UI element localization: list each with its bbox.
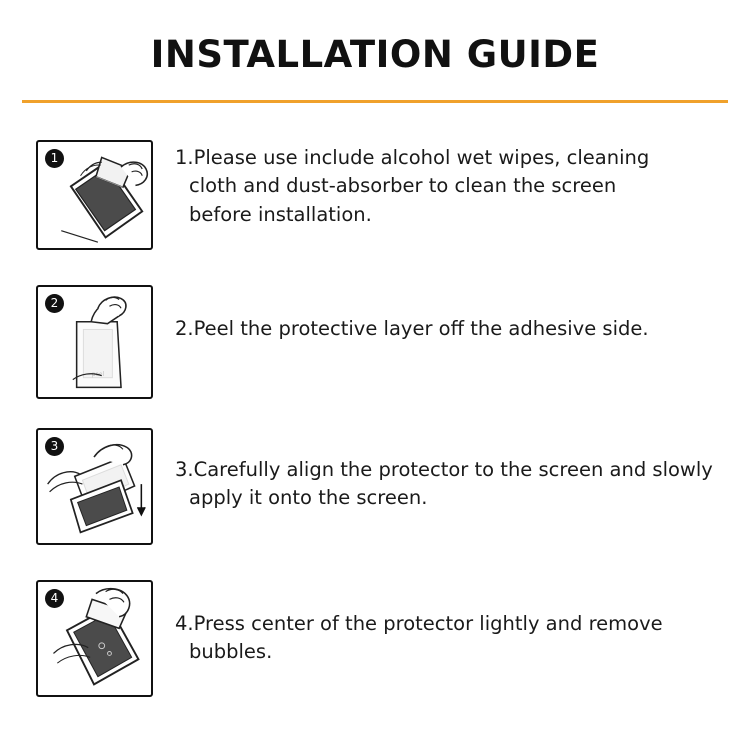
step-3-line-2: apply it onto the screen. bbox=[189, 486, 428, 510]
step-2-line-1: 2.Peel the protective layer off the adhesive side. bbox=[175, 317, 649, 340]
steps-list bbox=[0, 128, 750, 750]
step-3-badge: 3 bbox=[45, 437, 64, 456]
step-1-badge: 1 bbox=[45, 149, 64, 168]
step-3-illustration bbox=[36, 428, 153, 545]
step-4-text bbox=[175, 580, 663, 667]
step-2-illustration bbox=[36, 285, 153, 399]
step-item bbox=[36, 580, 726, 697]
step-item bbox=[36, 285, 726, 399]
step-4-line-2: bubbles. bbox=[189, 640, 273, 664]
step-3-line-1: 3.Carefully align the protector to the screen and slowly bbox=[175, 458, 713, 481]
step-4-illustration bbox=[36, 580, 153, 697]
step-1-text bbox=[175, 140, 649, 229]
title-divider bbox=[22, 100, 728, 103]
step-1-illustration bbox=[36, 140, 153, 250]
step-2-badge: 2 bbox=[45, 294, 64, 313]
svg-text:peel: peel bbox=[91, 371, 105, 378]
step-item bbox=[36, 428, 726, 545]
step-1-line-2: cloth and dust-absorber to clean the screen bbox=[189, 174, 617, 198]
step-item bbox=[36, 140, 726, 250]
step-1-line-1: 1.Please use include alcohol wet wipes, cleaning bbox=[175, 146, 650, 169]
step-2-text bbox=[175, 285, 649, 343]
step-4-line-1: 4.Press center of the protector lightly and remove bbox=[175, 612, 663, 635]
step-3-text bbox=[175, 428, 713, 513]
step-1-line-3: before installation. bbox=[189, 202, 372, 226]
step-4-badge: 4 bbox=[45, 589, 64, 608]
page-title: INSTALLATION GUIDE bbox=[150, 33, 600, 76]
